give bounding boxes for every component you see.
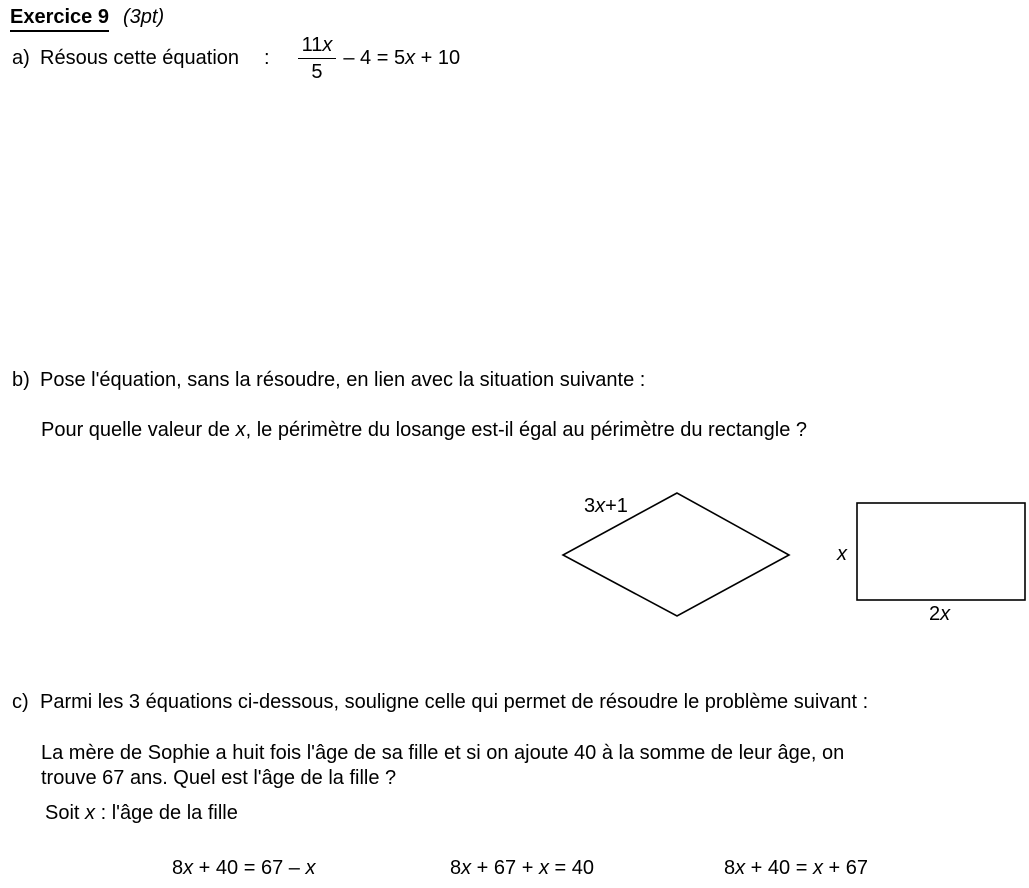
question-a bbox=[12, 34, 460, 83]
equation-option-1[interactable]: 8x + 40 = 67 – x bbox=[172, 857, 316, 879]
question-a-prompt: Résous cette équation bbox=[40, 47, 240, 69]
fraction-numerator: 11x bbox=[298, 34, 337, 59]
rectangle-shape bbox=[857, 503, 1025, 600]
equation-option-3[interactable]: 8x + 40 = x + 67 bbox=[724, 857, 869, 879]
question-b-text: Pose l'équation, sans la résoudre, en lien avec la situation suivante : bbox=[40, 369, 646, 391]
equation-a-rest: – 4 = 5x + 10 bbox=[343, 47, 461, 69]
rectangle-width-label: 2x bbox=[929, 603, 951, 625]
exercise-title: Exercice 9 bbox=[10, 6, 109, 32]
losange-side-label: 3x+1 bbox=[584, 495, 628, 517]
exercise-header bbox=[10, 6, 164, 32]
question-b-subtext: Pour quelle valeur de x, le périmètre du losange est-il égal au périmètre du rectangle ? bbox=[41, 419, 808, 441]
question-a-label: a) bbox=[12, 47, 30, 69]
problem-statement-line2: trouve 67 ans. Quel est l'âge de la fille ? bbox=[41, 767, 397, 789]
question-c bbox=[12, 691, 868, 714]
problem-statement bbox=[41, 741, 844, 791]
question-b bbox=[12, 369, 645, 392]
fraction-11x-over-5 bbox=[298, 34, 337, 83]
equation-option-2[interactable]: 8x + 67 + x = 40 bbox=[450, 857, 595, 879]
question-b-label: b) bbox=[12, 369, 30, 391]
question-a-colon: : bbox=[264, 47, 270, 69]
fraction-denominator: 5 bbox=[311, 61, 323, 83]
problem-statement-line1: La mère de Sophie a huit fois l'âge de sa fille et si on ajoute 40 à la somme de leur âge, on bbox=[41, 742, 845, 764]
question-c-label: c) bbox=[12, 691, 29, 713]
variable-definition: Soit x : l'âge de la fille bbox=[45, 802, 238, 824]
rectangle-height-label: x bbox=[837, 543, 847, 565]
question-c-text: Parmi les 3 équations ci-dessous, souligne celle qui permet de résoudre le problème suivant : bbox=[40, 691, 869, 713]
exercise-points: (3pt) bbox=[122, 6, 165, 28]
